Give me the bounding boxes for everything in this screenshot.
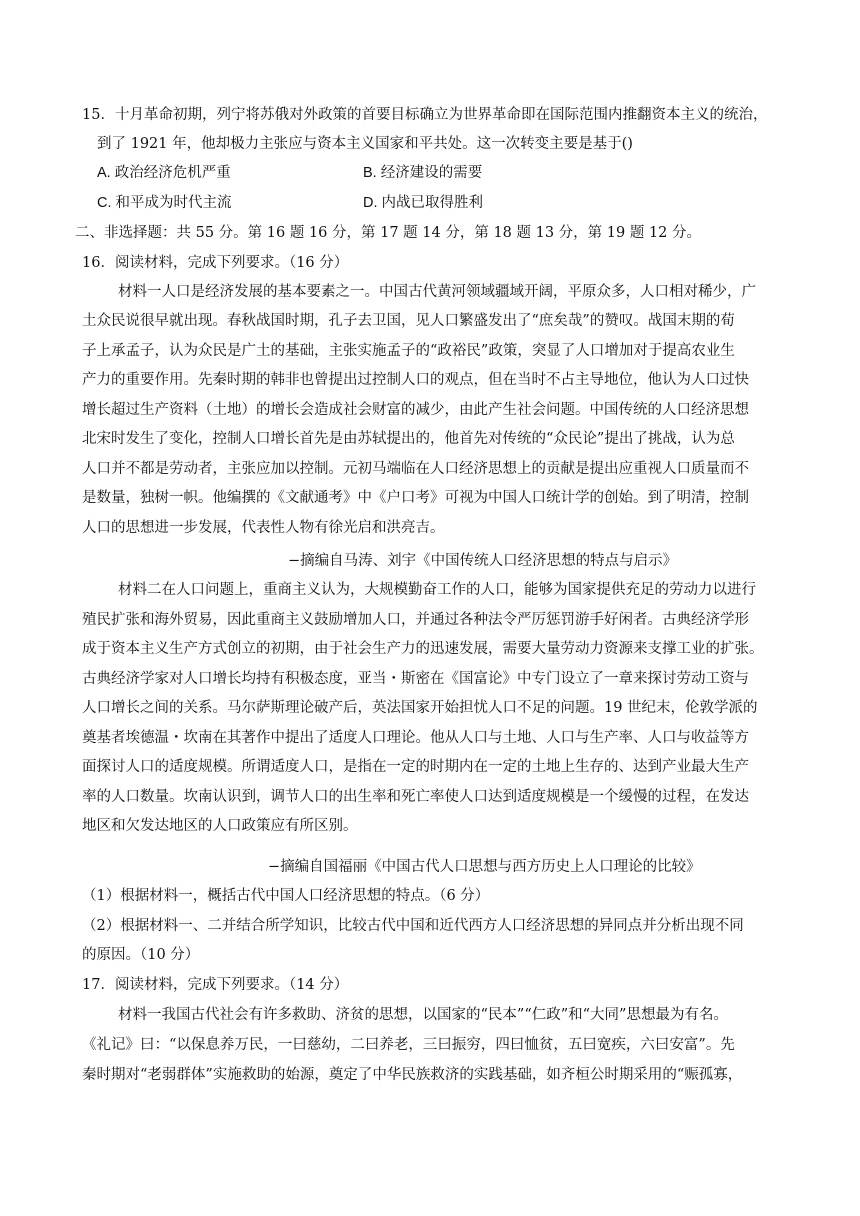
q16-subquestion-2-cont: 的原因。（10 分） bbox=[82, 947, 200, 963]
q16-material1-line: 材料一人口是经济发展的基本要素之一。中国古代黄河领域疆域开阔，平原众多，人口相对稀少，广 bbox=[118, 284, 756, 300]
q16-material1-line: 产力的重要作用。先秦时期的韩非也曾提出过控制人口的观点，但在当时不占主导地位，他认为人口过快 bbox=[82, 372, 749, 388]
q15-option-a: A. 政治经济危机严重 bbox=[97, 165, 231, 181]
section-2-heading: 二、非选择题：共 55 分。第 16 题 16 分，第 17 题 14 分，第 18 题 13 分，第 19 题 12 分。 bbox=[75, 225, 702, 241]
q16-subquestion-2: （2）根据材料一、二并结合所学知识，比较古代中国和近代西方人口经济思想的异同点并分析出现不同 bbox=[82, 918, 744, 934]
q16-material1-line: 人口并不都是劳动者，主张应加以控制。元初马端临在人口经济思想上的贡献是提出应重视人口质量而不 bbox=[82, 461, 749, 477]
q16-subquestion-1: （1）根据材料一，概括古代中国人口经济思想的特点。（6 分） bbox=[82, 888, 490, 904]
q16-material2-line: 人口增长之间的关系。马尔萨斯理论破产后，英法国家开始担忧人口不足的问题。19 世纪末，伦敦学派的 bbox=[82, 700, 758, 716]
q16-material2-line: 地区和欠发达地区的人口政策应有所区别。 bbox=[82, 818, 358, 834]
q15-option-c: C. 和平成为时代主流 bbox=[97, 195, 232, 211]
q17-material1-line: 秦时期对“老弱群体”实施救助的始源，奠定了中华民族救济的实践基础，如齐桓公时期采用的“赈孤寡， bbox=[82, 1067, 743, 1083]
q16-material1-line: 子上承孟子，认为众民是广土的基础，主张实施孟子的“政裕民”政策，突显了人口增加对于提高农业生 bbox=[82, 343, 735, 359]
q16-title: 16．阅读材料，完成下列要求。（16 分） bbox=[82, 255, 349, 271]
q15-option-b: B. 经济建设的需要 bbox=[363, 165, 483, 181]
q16-material1-line: 人口的思想进一步发展，代表性人物有徐光启和洪亮吉。 bbox=[82, 520, 445, 536]
q15-option-d: D. 内战已取得胜利 bbox=[363, 195, 484, 211]
q15-stem-line-1: 15．十月革命初期，列宁将苏俄对外政策的首要目标确立为世界革命即在国际范围内推翻资本主义的统治， bbox=[82, 107, 768, 123]
q16-material1-line: 增长超过生产资料（土地）的增长会造成社会财富的减少，由此产生社会问题。中国传统的人口经济思想 bbox=[82, 402, 749, 418]
q16-material1-line: 北宋时发生了变化，控制人口增长首先是由苏轼提出的，他首先对传统的“众民论”提出了挑战，认为总 bbox=[82, 431, 735, 447]
q16-material2-line: 古典经济学家对人口增长均持有积极态度，亚当・斯密在《国富论》中专门设立了一章来探讨劳动工资与 bbox=[82, 671, 749, 687]
q16-material2-line: 材料二在人口问题上，重商主义认为，大规模勤奋工作的人口，能够为国家提供充足的劳动力以进行 bbox=[118, 582, 756, 598]
q16-material2-line: 奠基者埃德温・坎南在其著作中提出了适度人口理论。他从人口与土地、人口与生产率、人口与收益等方 bbox=[82, 730, 749, 746]
q17-material1-line: 材料一我国古代社会有许多救助、济贫的思想，以国家的“民本”“仁政”和“大同”思想最为有名。 bbox=[118, 1007, 728, 1023]
q16-material2-line: 率的人口数量。坎南认识到，调节人口的出生率和死亡率使人口达到适度规模是一个缓慢的过程，在发达 bbox=[82, 789, 749, 805]
q16-material2-line: 成于资本主义生产方式创立的初期，由于社会生产力的迅速发展，需要大量劳动力资源来支撑工业的扩张。 bbox=[82, 641, 764, 657]
q16-source-1: −摘编自马涛、刘宇《中国传统人口经济思想的特点与启示》 bbox=[288, 553, 678, 569]
q17-title: 17．阅读材料，完成下列要求。（14 分） bbox=[82, 977, 349, 993]
q16-material2-line: 殖民扩张和海外贸易，因此重商主义鼓励增加人口，并通过各种法令严厉惩罚游手好闲者。古典经济学形 bbox=[82, 612, 749, 628]
q16-source-2: −摘编自国福丽《中国古代人口思想与西方历史上人口理论的比较》 bbox=[268, 859, 701, 875]
q16-material1-line: 土众民说很早就出现。春秋战国时期，孔子去卫国，见人口繁盛发出了“庶矣哉”的赞叹。战国末期的荀 bbox=[82, 313, 735, 329]
q17-material1-line: 《礼记》曰：“以保息养万民，一曰慈幼，二曰养老，三曰振穷，四曰恤贫，五曰宽疾，六曰安富”。先 bbox=[82, 1037, 735, 1053]
q16-material1-line: 是数量，独树一帜。他编撰的《文献通考》中《户口考》可视为中国人口统计学的创始。到了明清，控制 bbox=[82, 490, 749, 506]
q15-stem-line-2: 到了 1921 年，他却极力主张应与资本主义国家和平共处。这一次转变主要是基于() bbox=[97, 136, 633, 152]
q16-material2-line: 面探讨人口的适度规模。所谓适度人口，是指在一定的时期内在一定的土地上生存的、达到产业最大生产 bbox=[82, 759, 749, 775]
